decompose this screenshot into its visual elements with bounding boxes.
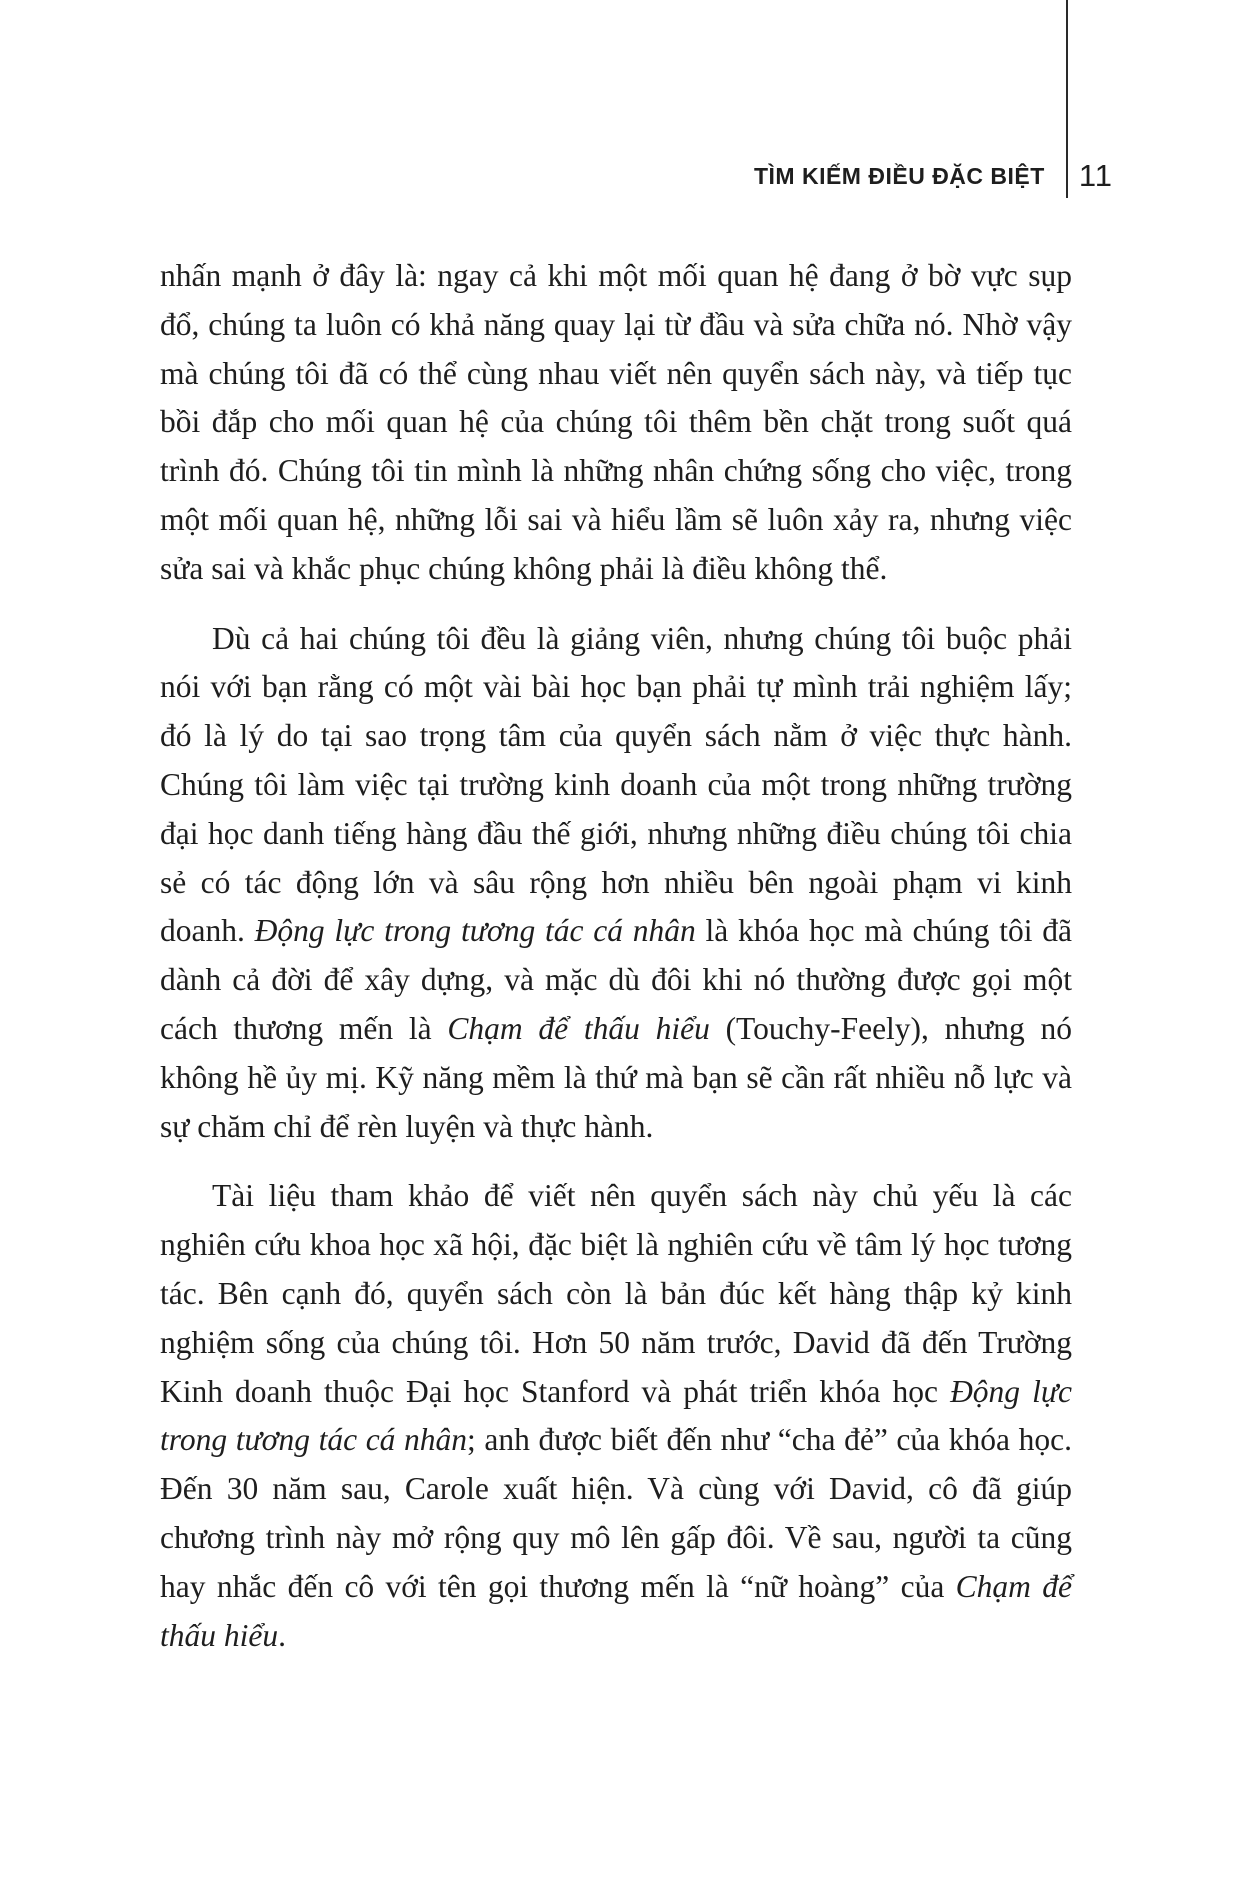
italic-course-title: Động lực trong tương tác cá nhân (254, 913, 696, 949)
italic-course-nickname: Chạm để thấu hiểu (447, 1010, 710, 1046)
body-text (160, 252, 1072, 1660)
paragraph-3 (160, 1172, 1072, 1660)
paragraph-text: là khóa học mà chúng tôi đã dành cả đời để xây dựng, và mặc dù đôi khi nó thường được gọi một cách thương mến là (160, 913, 1072, 1046)
paragraph-text: ; anh được biết đến như “cha đẻ” của khóa học. Đến 30 năm sau, Carole xuất hiện. Và cùng với David, cô đã giúp chương trình này mở rộng quy mô lên gấp đôi. Về sau, người ta cũng hay nhắc đến cô với tên gọi thương mến là “nữ hoàng” của (160, 1422, 1072, 1604)
paragraph-text: . (278, 1617, 286, 1653)
running-head-title: TÌM KIẾM ĐIỀU ĐẶC BIỆT (753, 162, 1045, 189)
paragraph-text: nhấn mạnh ở đây là: ngay cả khi một mối quan hệ đang ở bờ vực sụp đổ, chúng ta luôn có khả năng quay lại từ đầu và sửa chữa nó. Nhờ vậy mà chúng tôi đã có thể cùng nhau viết nên quyển sách này, và tiếp tục bồi đắp cho mối quan hệ của chúng tôi thêm bền chặt trong suốt quá trình đó. Chúng tôi tin mình là những nhân chứng sống cho việc, trong một mối quan hệ, những lỗi sai và hiểu lầm sẽ luôn xảy ra, nhưng việc sửa sai và khắc phục chúng không phải là điều không thể. (160, 258, 1072, 586)
italic-course-nickname: Chạm để thấu hiểu (160, 1568, 1072, 1653)
page-number: 11 (1078, 158, 1113, 193)
running-header (754, 158, 1113, 194)
paragraph-2 (160, 615, 1072, 1152)
italic-course-title: Động lực trong tương tác cá nhân (160, 1373, 1072, 1458)
paragraph-text: (Touchy-Feely), nhưng nó không hề ủy mị. Kỹ năng mềm là thứ mà bạn sẽ cần rất nhiều nỗ lực và sự chăm chỉ để rèn luyện và thực hành. (160, 1010, 1072, 1144)
paragraph-text: Dù cả hai chúng tôi đều là giảng viên, nhưng chúng tôi buộc phải nói với bạn rằng có một vài bài học bạn phải tự mình trải nghiệm lấy; đó là lý do tại sao trọng tâm của quyển sách nằm ở việc thực hành. Chúng tôi làm việc tại trường kinh doanh của một trong những trường đại học danh tiếng hàng đầu thế giới, nhưng những điều chúng tôi chia sẻ có tác động lớn và sâu rộng hơn nhiều bên ngoài phạm vi kinh doanh. (160, 620, 1072, 949)
paragraph-text: Tài liệu tham khảo để viết nên quyển sách này chủ yếu là các nghiên cứu khoa học xã hội, đặc biệt là nghiên cứu về tâm lý học tương tác. Bên cạnh đó, quyển sách còn là bản đúc kết hàng thập kỷ kinh nghiệm sống của chúng tôi. Hơn 50 năm trước, David đã đến Trường Kinh doanh thuộc Đại học Stanford và phát triển khóa học (160, 1178, 1072, 1409)
paragraph-1 (160, 252, 1072, 594)
